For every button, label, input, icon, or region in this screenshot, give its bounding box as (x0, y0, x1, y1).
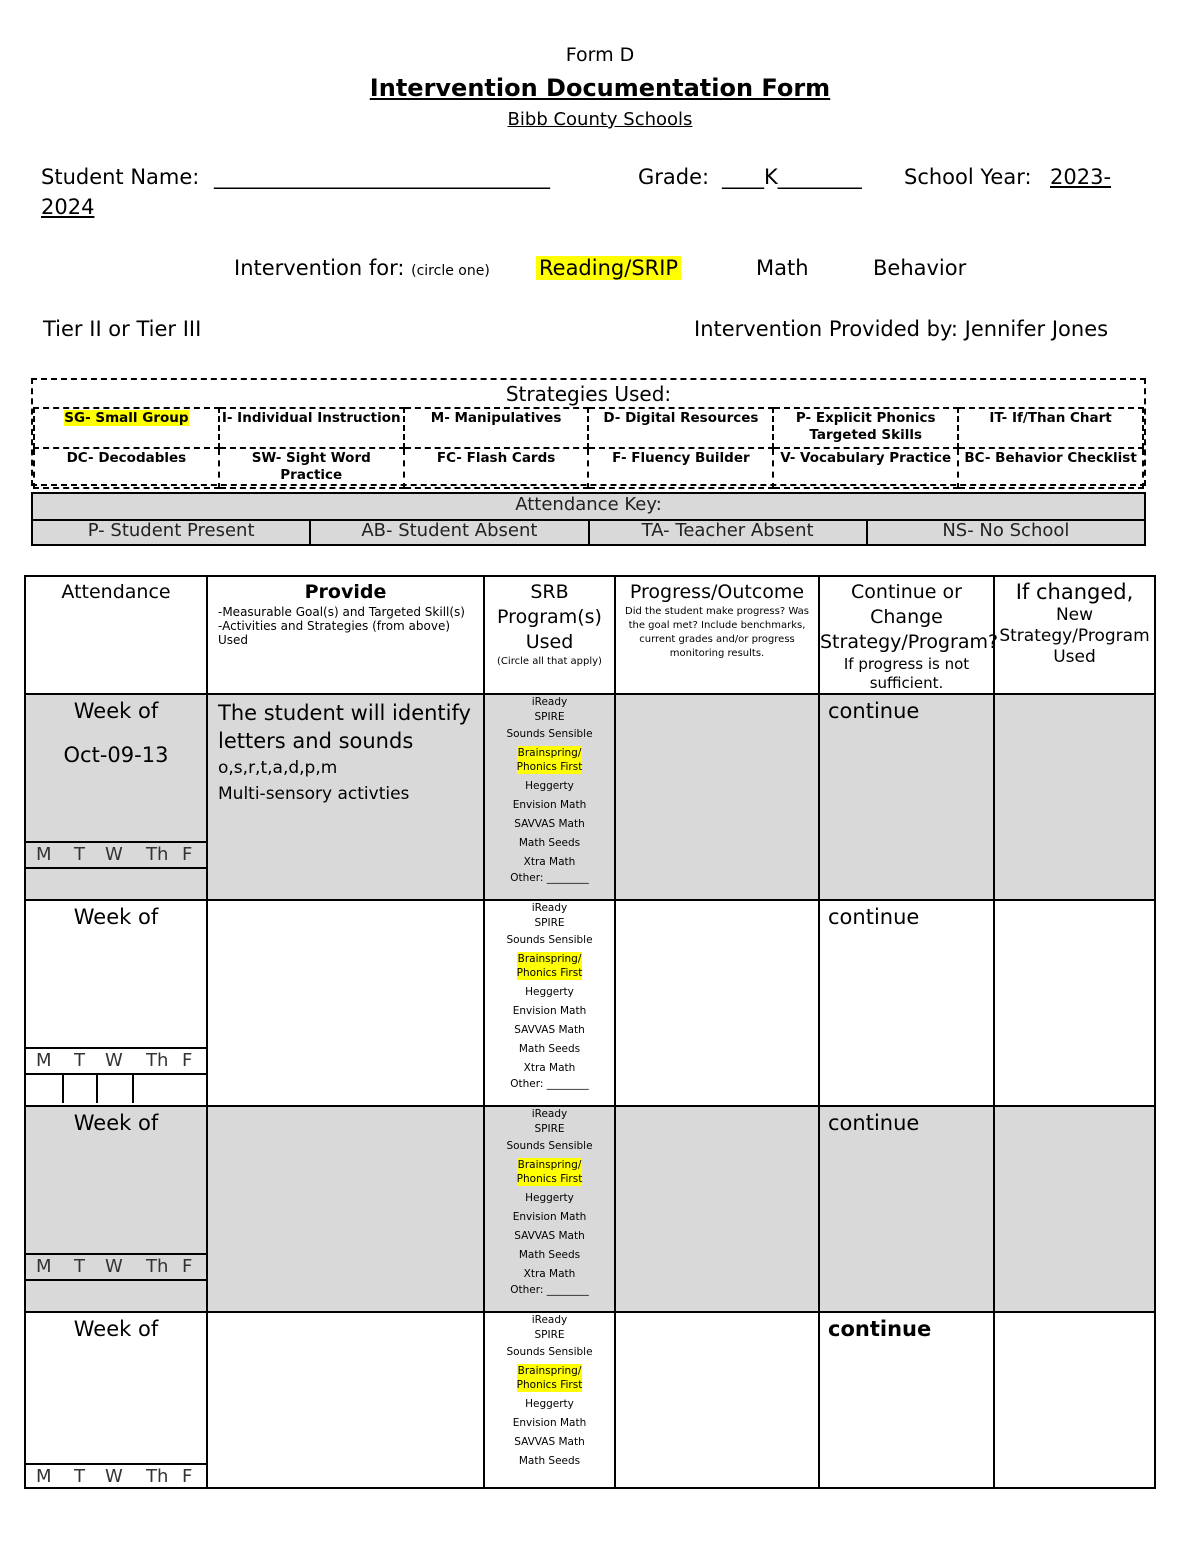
attendance-boxes[interactable] (26, 867, 206, 897)
program-option[interactable]: Math Seeds (518, 837, 581, 849)
continue-title: Continue or Change Strategy/Program? (820, 581, 999, 653)
weekday-label: M (36, 844, 52, 865)
program-option[interactable]: Xtra Math (523, 1268, 576, 1280)
attendance-boxes[interactable] (26, 1279, 206, 1309)
option-math[interactable]: Math (756, 256, 809, 280)
weekday-label: T (74, 1256, 85, 1277)
program-highlight: Brainspring/ Phonics First (516, 953, 583, 979)
weekday-label: M (36, 1256, 52, 1277)
attendance-cell (25, 1106, 207, 1312)
table-row (25, 694, 1155, 900)
program-option[interactable]: Math Seeds (518, 1043, 581, 1055)
program-option[interactable]: Heggerty (525, 1192, 574, 1204)
strategy-item[interactable]: F- Fluency Builder (588, 448, 773, 488)
program-option[interactable]: Envision Math (512, 1417, 587, 1429)
progress-cell[interactable] (615, 900, 819, 1106)
week-of-label: Week of (73, 1111, 159, 1135)
program-option[interactable]: Sounds Sensible (506, 934, 593, 946)
program-option[interactable]: Math Seeds (518, 1249, 581, 1261)
attendance-key-title: Attendance Key: (33, 494, 1144, 521)
provide-note: -Measurable Goal(s) and Targeted Skill(s) (218, 605, 465, 619)
program-option[interactable]: Envision Math (512, 799, 587, 811)
progress-title: Progress/Outcome (629, 581, 805, 603)
weekday-label: T (74, 1050, 85, 1071)
goal-cell[interactable] (207, 900, 484, 1106)
new-strategy-cell[interactable] (994, 900, 1155, 1106)
goal-cell[interactable] (207, 1312, 484, 1488)
attendance-key-item: NS- No School (942, 520, 1070, 541)
attendance-key-item: P- Student Present (33, 520, 311, 544)
circle-one-hint: (circle one) (411, 263, 490, 279)
school-year-label: School Year: (904, 165, 1032, 189)
programs-cell[interactable] (484, 900, 615, 1106)
srb-title: SRB Program(s) Used (497, 581, 602, 653)
progress-cell[interactable] (615, 1312, 819, 1488)
program-option[interactable]: Envision Math (512, 1005, 587, 1017)
goal-cell[interactable] (207, 1106, 484, 1312)
intervention-for-label (234, 256, 490, 280)
strategy-item[interactable]: DC- Decodables (34, 448, 219, 488)
program-option[interactable]: Heggerty (525, 780, 574, 792)
week-of-label: Week of (73, 699, 159, 723)
programs-cell[interactable] (484, 694, 615, 900)
intervention-label-text: Intervention for: (234, 256, 405, 280)
program-option[interactable]: Math Seeds (518, 1455, 581, 1467)
weekday-label: W (105, 1050, 123, 1071)
program-option[interactable]: iReady (531, 902, 568, 914)
school-year-value-cont: 2024 (41, 195, 95, 219)
activities-text: Multi-sensory activties (218, 784, 410, 804)
program-option-highlighted[interactable] (485, 1362, 614, 1395)
program-option[interactable]: iReady (531, 1314, 568, 1326)
strategy-item[interactable]: V- Vocabulary Practice (773, 448, 958, 488)
programs-cell[interactable] (484, 1106, 615, 1312)
strategies-title: Strategies Used: (505, 382, 672, 406)
program-option-highlighted[interactable] (485, 744, 614, 777)
progress-cell[interactable] (615, 1106, 819, 1312)
weekday-row (26, 841, 206, 867)
program-option[interactable]: SPIRE (534, 917, 565, 929)
program-option[interactable]: SPIRE (534, 1329, 565, 1341)
decision-cell[interactable]: continue (819, 1312, 994, 1488)
weekday-label: Th (146, 1050, 169, 1071)
program-option[interactable]: iReady (531, 696, 568, 708)
grade-field[interactable]: ____K________ (722, 165, 862, 189)
changed-title: If changed, (1015, 580, 1134, 604)
form-label: Form D (565, 44, 635, 66)
col-header-progress (615, 576, 819, 694)
program-option[interactable]: Heggerty (525, 1398, 574, 1410)
weekday-row (26, 1463, 206, 1489)
decision-cell[interactable]: continue (819, 900, 994, 1106)
grade-label: Grade: (638, 165, 710, 189)
goal-text: The student will identify letters and sounds (218, 701, 471, 753)
program-option[interactable]: iReady (531, 1108, 568, 1120)
strategy-item[interactable]: FC- Flash Cards (404, 448, 589, 488)
program-option[interactable]: SAVVAS Math (514, 1230, 585, 1242)
new-strategy-cell[interactable] (994, 694, 1155, 900)
weekday-label: T (74, 1466, 85, 1487)
weekday-label: T (74, 844, 85, 865)
changed-note: New Strategy/Program Used (999, 605, 1150, 667)
option-reading[interactable] (536, 256, 681, 280)
school-year-value[interactable]: 2023- (1050, 165, 1112, 189)
provide-title: Provide (304, 581, 387, 603)
attendance-key-item: AB- Student Absent (311, 520, 589, 544)
provided-by: Intervention Provided by: Jennifer Jones (694, 317, 1109, 341)
weekday-label: F (182, 1050, 193, 1071)
program-option[interactable]: Sounds Sensible (506, 1346, 593, 1358)
programs-cell[interactable] (484, 1312, 615, 1488)
program-option[interactable]: SAVVAS Math (514, 1024, 585, 1036)
program-highlight: Brainspring/ Phonics First (516, 1365, 583, 1391)
strategies-grid (33, 407, 1144, 489)
strategy-item[interactable] (34, 408, 219, 448)
goal-cell[interactable] (207, 694, 484, 900)
provide-note: -Activities and Strategies (from above) Used (218, 619, 451, 647)
program-option[interactable]: Xtra Math (523, 856, 576, 868)
weekday-row (26, 1047, 206, 1073)
strategy-item[interactable]: I- Individual Instruction (219, 408, 404, 448)
strategy-item[interactable]: BC- Behavior Checklist (958, 448, 1143, 488)
strategy-item[interactable]: IT- If/Than Chart (958, 408, 1143, 448)
program-highlight: Brainspring/ Phonics First (516, 1159, 583, 1185)
program-option-highlighted[interactable] (485, 1156, 614, 1189)
continue-note: If progress is not sufficient. (843, 655, 970, 692)
program-highlight: Brainspring/ Phonics First (516, 747, 583, 773)
decision-cell[interactable]: continue (819, 1106, 994, 1312)
attendance-cell (25, 900, 207, 1106)
student-name-label: Student Name: (41, 165, 200, 189)
table-row (25, 1312, 1155, 1488)
col-header-changed (994, 576, 1155, 694)
col-header-attendance: Attendance (25, 576, 207, 694)
new-strategy-cell[interactable] (994, 1106, 1155, 1312)
program-other[interactable]: Other: ________ (510, 872, 589, 884)
weekday-label: Th (146, 844, 169, 865)
option-reading-label: Reading/SRIP (536, 256, 681, 280)
program-option[interactable]: Sounds Sensible (506, 1140, 593, 1152)
weekday-label: F (182, 1466, 193, 1487)
documentation-table (24, 575, 1156, 1489)
program-option[interactable]: SPIRE (534, 711, 565, 723)
col-header-continue (819, 576, 999, 694)
attendance-cell (25, 694, 207, 900)
page-title: Intervention Documentation Form (369, 74, 831, 102)
weekday-label: W (105, 1256, 123, 1277)
target-skills: o,s,r,t,a,d,p,m (218, 758, 338, 778)
strategy-item[interactable]: P- Explicit Phonics Targeted Skills (773, 408, 958, 448)
strategy-item[interactable]: M- Manipulatives (404, 408, 589, 448)
tier-label: Tier II or Tier III (43, 317, 202, 341)
weekday-label: M (36, 1050, 52, 1071)
week-of-label: Week of (73, 1317, 159, 1341)
srb-note: (Circle all that apply) (497, 656, 602, 667)
strategy-item[interactable]: D- Digital Resources (588, 408, 773, 448)
program-option[interactable]: SAVVAS Math (514, 1436, 585, 1448)
week-date: Oct-09-13 (63, 743, 169, 767)
program-option[interactable]: Heggerty (525, 986, 574, 998)
table-row (25, 900, 1155, 1106)
col-header-srb (484, 576, 615, 694)
decision-cell[interactable]: continue (819, 694, 994, 900)
attendance-key-item: TA- Teacher Absent (590, 520, 868, 544)
attendance-boxes[interactable] (26, 1073, 206, 1103)
table-row (25, 1106, 1155, 1312)
progress-note: Did the student make progress? Was the goal met? Include benchmarks, current grades and/or progress monitoring results. (625, 606, 809, 659)
option-behavior[interactable]: Behavior (873, 256, 967, 280)
program-option[interactable]: SAVVAS Math (514, 818, 585, 830)
school-district: Bibb County Schools (507, 109, 693, 130)
weekday-label: Th (146, 1256, 169, 1277)
weekday-label: Th (146, 1466, 169, 1487)
program-other[interactable]: Other: ________ (510, 1078, 589, 1090)
weekday-label: W (105, 1466, 123, 1487)
weekday-label: M (36, 1466, 52, 1487)
attendance-key (31, 492, 1146, 546)
program-option[interactable]: SPIRE (534, 1123, 565, 1135)
program-option[interactable]: Sounds Sensible (506, 728, 593, 740)
weekday-label: F (182, 1256, 193, 1277)
student-name-field[interactable]: ________________________________ (214, 165, 550, 189)
weekday-label: F (182, 844, 193, 865)
weekday-label: W (105, 844, 123, 865)
program-option[interactable]: Envision Math (512, 1211, 587, 1223)
progress-cell[interactable] (615, 694, 819, 900)
new-strategy-cell[interactable] (994, 1312, 1155, 1488)
table-header-row (25, 576, 1155, 694)
strategy-item[interactable]: SW- Sight Word Practice (219, 448, 404, 488)
weekday-row (26, 1253, 206, 1279)
program-option-highlighted[interactable] (485, 950, 614, 983)
attendance-cell (25, 1312, 207, 1488)
week-of-label: Week of (73, 905, 159, 929)
strategy-label: SG- Small Group (64, 410, 189, 426)
col-header-provide (207, 576, 484, 694)
strategies-box (31, 378, 1146, 486)
program-option[interactable]: Xtra Math (523, 1062, 576, 1074)
program-other[interactable]: Other: ________ (510, 1284, 589, 1296)
